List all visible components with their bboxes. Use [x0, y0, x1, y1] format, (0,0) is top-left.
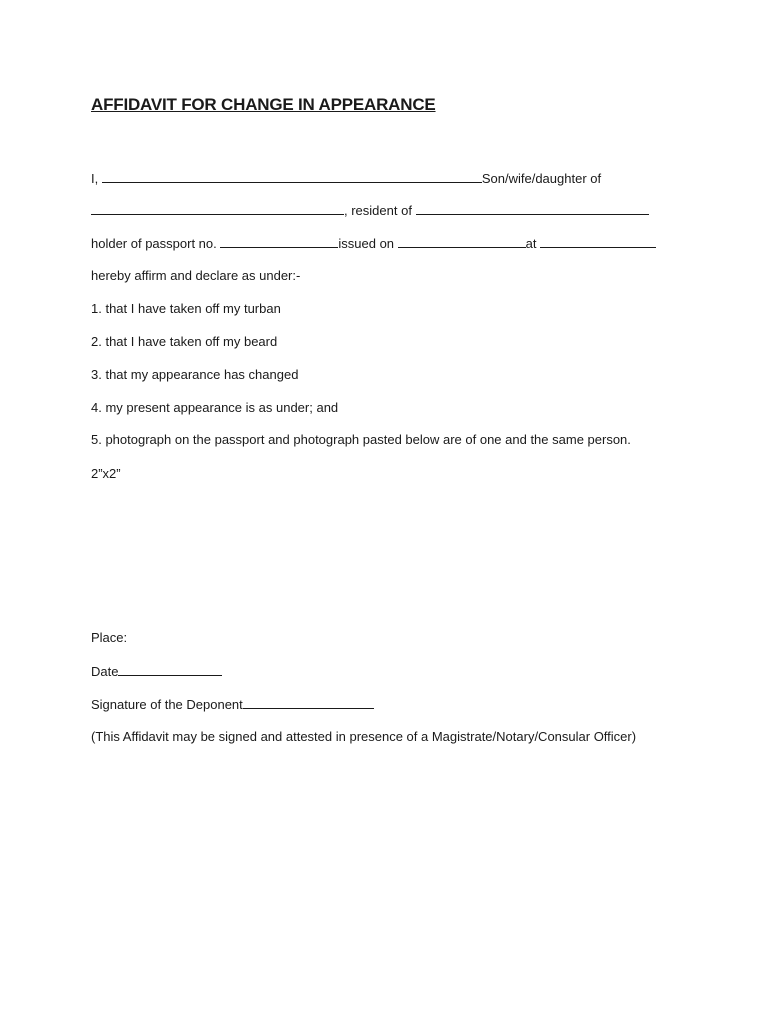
- list-item: 4. my present appearance is as under; and: [91, 400, 339, 415]
- declaration-text: hereby affirm and declare as under:-: [91, 268, 301, 283]
- parent-residence-line: [91, 202, 649, 219]
- residence-field[interactable]: [416, 202, 649, 215]
- resident-label: , resident of: [344, 203, 412, 218]
- signature-line: [91, 696, 374, 713]
- date-field[interactable]: [118, 663, 222, 676]
- name-prefix: I,: [91, 171, 99, 186]
- name-line: [91, 170, 601, 187]
- list-item: 5. photograph on the passport and photograph pasted below are of one and the same person.: [91, 432, 631, 447]
- date-line: [91, 663, 222, 680]
- issue-date-field[interactable]: [398, 235, 526, 248]
- attestation-note: (This Affidavit may be signed and attested in presence of a Magistrate/Notary/Consular Officer): [91, 729, 637, 744]
- list-item: 3. that my appearance has changed: [91, 367, 299, 382]
- passport-line: [91, 235, 656, 252]
- list-item: 1. that I have taken off my turban: [91, 301, 281, 316]
- list-item: 2. that I have taken off my beard: [91, 334, 278, 349]
- issue-place-field[interactable]: [540, 235, 656, 248]
- date-label: Date: [91, 664, 119, 679]
- passport-number-field[interactable]: [220, 235, 338, 248]
- relation-label: Son/wife/daughter of: [481, 171, 602, 186]
- signature-field[interactable]: [243, 696, 374, 709]
- document-title: AFFIDAVIT FOR CHANGE IN APPEARANCE: [91, 95, 436, 114]
- parent-name-field[interactable]: [91, 202, 344, 215]
- at-label: at: [525, 236, 537, 251]
- issued-on-label: issued on: [338, 236, 395, 251]
- photo-size-label: 2”x2”: [91, 466, 121, 481]
- place-label: Place:: [91, 630, 128, 645]
- signature-label: Signature of the Deponent: [91, 697, 243, 712]
- passport-label: holder of passport no.: [91, 236, 217, 251]
- name-field[interactable]: [102, 170, 482, 183]
